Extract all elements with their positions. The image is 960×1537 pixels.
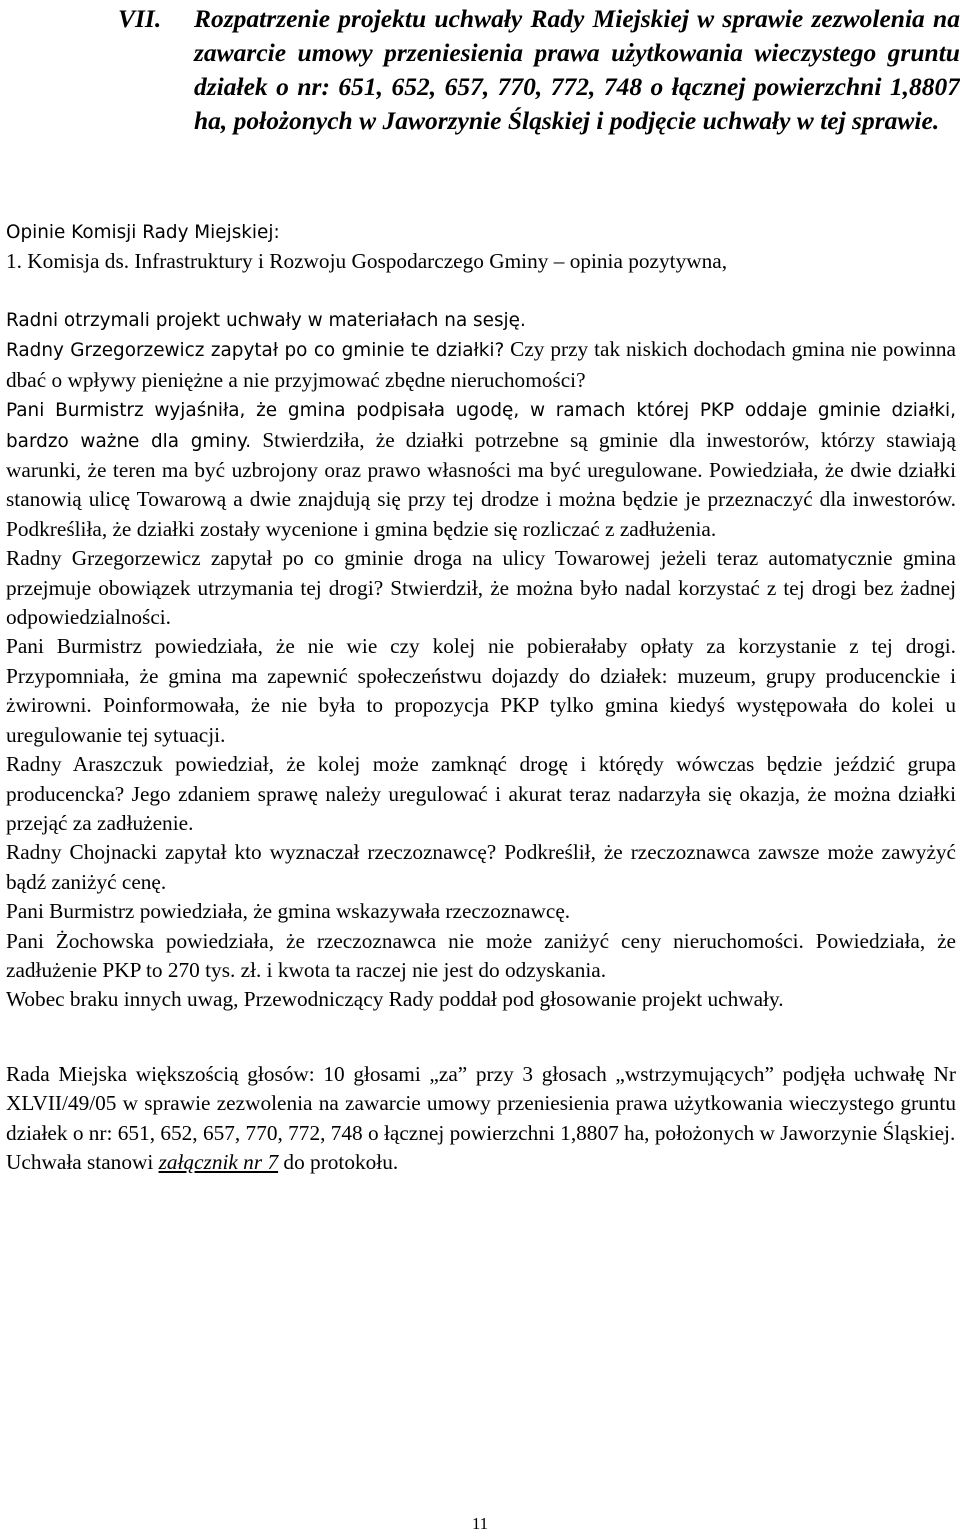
paragraph-answer-2: Pani Burmistrz powiedziała, że nie wie czy kolej nie pobierałaby opłaty za korzystanie z tej drogi. Przypomniała, że gmina ma zapewnić społeczeństwu dojazdy do działek: muzeum, grupy producenckie i żwirowni. Poinformowała, że nie była to propozycja PKP tylko gmina kiedyś występowała do kolei u uregulowanie tej sytuacji. — [6, 634, 956, 747]
section-title: Rozpatrzenie projektu uchwały Rady Miejskiej w sprawie zezwolenia na zawarcie umowy przeniesienia prawa użytkowania wieczystego gruntu działek o nr: 651, 652, 657, 770, 772, 748 o łącznej powierzchni 1,8807 ha, położonych w Jaworzynie Śląskiej i podjęcie uchwały w tej sprawie. — [194, 4, 960, 135]
discussion — [6, 306, 956, 1015]
paragraph-question-1 — [6, 335, 956, 395]
attachment-link[interactable]: załącznik nr 7 — [158, 1150, 279, 1175]
paragraph-chojnacki: Radny Chojnacki zapytał kto wyznaczał rzeczoznawcę? Podkreślił, że rzeczoznawca zawsze może zawyżyć bądź zaniżyć cenę. — [6, 840, 956, 894]
opinion-item-number: 1. Komisja ds. — [6, 249, 130, 274]
resolution-text: Rada Miejska większością głosów: 10 głosami „za” przy 3 głosach „wstrzymujących” podjęła uchwałę Nr XLVII/49/05 w sprawie zezwolenia na zawarcie umowy przeniesienia prawa użytkowania wieczystego gruntu działek o nr: 651, 652, 657, 770, 772, 748 o łącznej powierzchni 1,8807 ha, położonych w Jaworzynie Śląskiej. — [6, 1062, 956, 1145]
paragraph-question-2: Radny Grzegorzewicz zapytał po co gminie droga na ulicy Towarowej jeżeli teraz automatycznie gmina przejmuje obowiązek utrzymania tej drogi? Stwierdził, że można było nadal korzystać z tej drogi bez żadnej odpowiedzialności. — [6, 546, 956, 630]
paragraph-vote-call: Wobec braku innych uwag, Przewodniczący Rady poddał pod głosowanie projekt uchwały. — [6, 987, 784, 1012]
question-1-sans: Radny Grzegorzewicz zapytał po co gminie te działki? — [6, 340, 505, 362]
opinions-label: Opinie Komisji Rady Miejskiej: — [6, 222, 280, 243]
paragraph-zochowska: Pani Żochowska powiedziała, że rzeczoznawca nie może zaniżyć ceny nieruchomości. Powiedziała, że zadłużenie PKP to 270 tys. zł. i kwota ta raczej nie jest do odzyskania. — [6, 928, 956, 982]
committee-opinions — [6, 218, 956, 277]
opinion-item — [6, 247, 956, 276]
attachment-line — [6, 1148, 956, 1177]
attachment-suffix: do protokołu. — [283, 1150, 399, 1175]
answer-1-sans: Pani Burmistrz wyjaśniła, że gmina podpisała ugodę, w ramach której PKP oddaje gminie działki, bardzo ważne dla gminy. — [6, 400, 956, 452]
opinion-item-text: Infrastruktury i Rozwoju Gospodarczego Gminy – opinia pozytywna, — [134, 249, 728, 274]
paragraph-answer-1 — [6, 395, 956, 544]
section-number: VII. — [118, 4, 162, 33]
answer-1-rest: Stwierdziła, że działki potrzebne są gminie dla inwestorów, którzy stawiają warunki, że teren ma być uzbrojony oraz prawo własności ma być uregulowane. Powiedziała, że dwie działki stanowią ulicę Towarową a dwie znajdują się przy tej drodze i można będzie je przeznaczyć dla inwestorów. Podkreśliła, że działki zostały wycenione i gmina będzie się rozliczać z zadłużenia. — [6, 427, 957, 541]
section-heading — [118, 2, 960, 138]
paragraph-araszczuk: Radny Araszczuk powiedział, że kolej może zamknąć drogę i którędy wówczas będzie jeździć grupa producencka? Jego zdaniem sprawę należy uregulować i akurat teraz nadarzyła się okazja, że można działki przejąć za zadłużenie. — [6, 752, 956, 835]
paragraph-burmistrz: Pani Burmistrz powiedziała, że gmina wskazywała rzeczoznawcę. — [6, 899, 571, 924]
attachment-prefix: Uchwała stanowi — [6, 1150, 154, 1175]
page-number: 11 — [471, 1514, 489, 1533]
question-1-rest: Czy przy tak niskich dochodach gmina nie powinna dbać o wpływy pieniężne a nie przyjmować zbędne nieruchomości? — [6, 337, 956, 392]
resolution — [6, 1060, 956, 1178]
paragraph-materials: Radni otrzymali projekt uchwały w materiałach na sesję. — [6, 310, 526, 331]
